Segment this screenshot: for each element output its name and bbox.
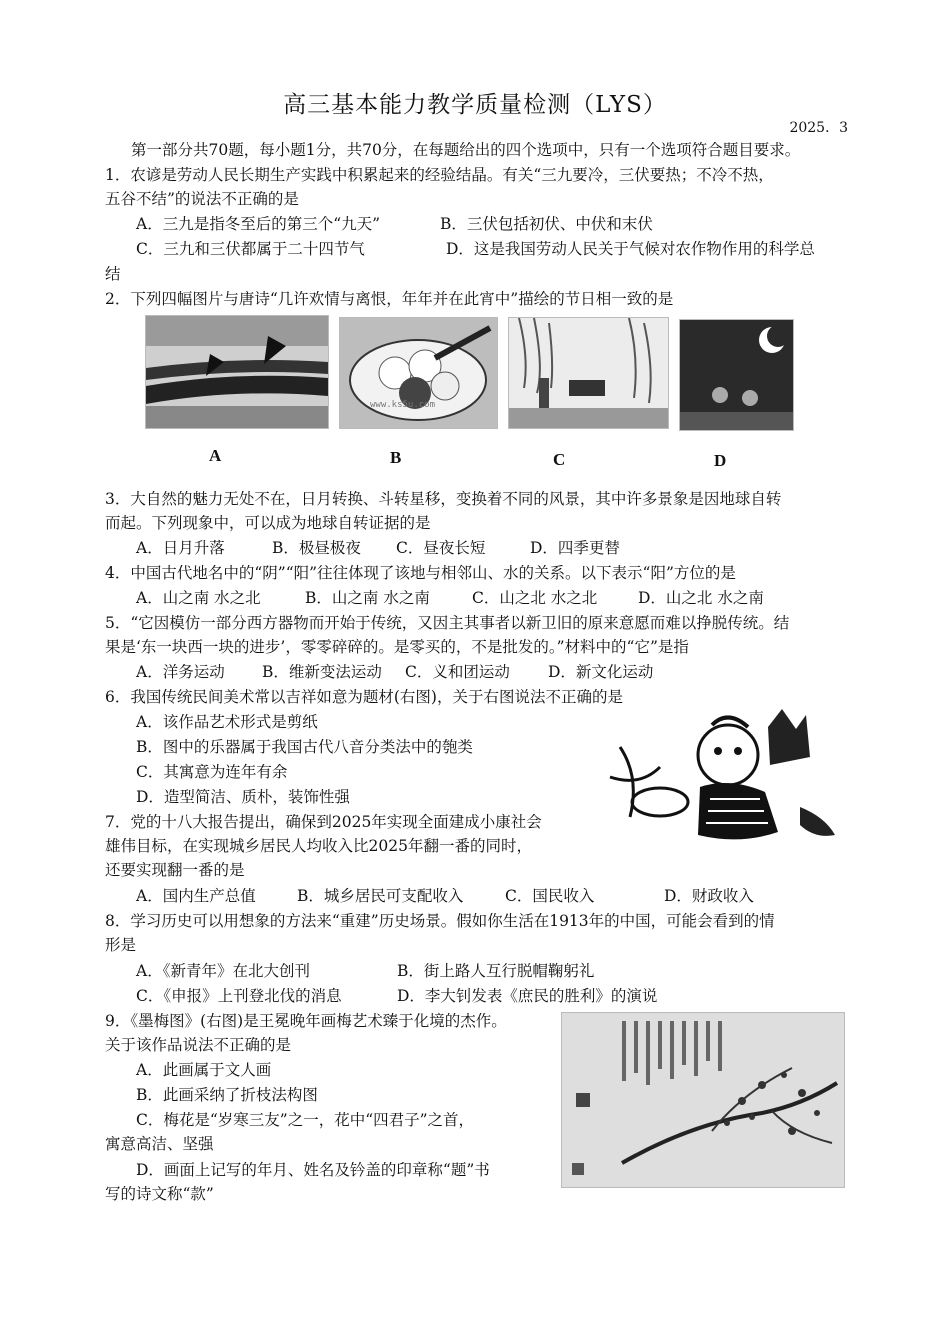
rice-dumpling-bowl-icon	[340, 318, 497, 428]
q3-option-a[interactable]: A．日月升落	[136, 539, 225, 557]
q1-option-d-wrap: 结	[105, 265, 121, 283]
q4-option-c[interactable]: C．山之北 水之北	[472, 589, 598, 607]
ink-plum-painting-icon	[562, 1013, 844, 1187]
q2-label-d: D	[714, 451, 727, 470]
crescent-moon-icon	[680, 320, 793, 430]
q7-option-a[interactable]: A．国内生产总值	[136, 887, 256, 905]
q8-stem-line1: 8．学习历史可以用想象的方法来“重建”历史场景。假如你生活在1913年的中国，可能会看到的情	[105, 912, 775, 930]
q9-option-c-wrap: 寓意高洁、坚强	[105, 1135, 214, 1153]
q3-option-b[interactable]: B．极昼极夜	[272, 539, 361, 557]
willow-landscape-icon	[509, 318, 668, 428]
q8-option-b[interactable]: B．街上路人互行脱帽鞠躬礼	[397, 962, 595, 980]
q2-watermark: www.ks5u.com	[370, 400, 436, 410]
q1-option-b[interactable]: B．三伏包括初伏、中伏和末伏	[440, 215, 653, 233]
q3-stem-line1: 3．大自然的魅力无处不在，日月转换、斗转星移，变换着不同的风景，其中许多景象是因地球自转	[105, 490, 782, 508]
q9-option-d[interactable]: D．画面上记写的年月、姓名及钤盖的印章称“题”书	[136, 1161, 490, 1179]
q2-stem: 2．下列四幅图片与唐诗“几许欢情与离恨，年年并在此宵中”描绘的节日相一致的是	[105, 290, 674, 308]
q9-option-a[interactable]: A．此画属于文人画	[136, 1061, 272, 1079]
q2-image-d-mid-autumn[interactable]	[679, 319, 794, 431]
q2-label-a: A	[209, 446, 222, 465]
q9-option-c[interactable]: C．梅花是“岁寒三友”之一，花中“四君子”之首，	[136, 1111, 475, 1129]
papercut-child-icon	[600, 707, 840, 847]
q2-label-b: B	[390, 448, 402, 467]
q1-option-d[interactable]: D．这是我国劳动人民关于气候对农作物作用的科学总	[446, 240, 815, 258]
q5-option-b[interactable]: B．维新变法运动	[262, 663, 382, 681]
q3-stem-line2: 而起。下列现象中，可以成为地球自转证据的是	[105, 514, 431, 532]
q4-option-b[interactable]: B．山之南 水之南	[305, 589, 430, 607]
q6-image-papercut[interactable]	[600, 707, 840, 847]
q9-option-b[interactable]: B．此画采纳了折枝法构图	[136, 1086, 318, 1104]
q7-stem-line2: 雄伟目标，在实现城乡居民人均收入比2025年翻一番的同时，	[105, 837, 532, 855]
q9-option-d-wrap: 写的诗文称“款”	[105, 1185, 214, 1203]
q1-stem-line1: 1．农谚是劳动人民长期生产实践中积累起来的经验结晶。有关“三九要冷，三伏要热；不冷不热，	[105, 166, 774, 184]
q2-image-a-dragon-boat[interactable]	[145, 315, 329, 429]
q4-stem: 4．中国古代地名中的“阴”“阳”往往体现了该地与相邻山、水的关系。以下表示“阳”方位的是	[105, 564, 736, 582]
q5-option-c[interactable]: C．义和团运动	[405, 663, 510, 681]
q1-option-c[interactable]: C．三九和三伏都属于二十四节气	[136, 240, 365, 258]
q7-option-b[interactable]: B．城乡居民可支配收入	[297, 887, 464, 905]
q6-option-a[interactable]: A．该作品艺术形式是剪纸	[136, 713, 318, 731]
q4-option-a[interactable]: A．山之南 水之北	[136, 589, 261, 607]
q7-option-d[interactable]: D．财政收入	[664, 887, 754, 905]
q9-stem-line2: 关于该作品说法不正确的是	[105, 1036, 292, 1054]
q7-stem-line3: 还要实现翻一番的是	[105, 861, 245, 879]
q5-stem-line2: 果是‘东一块西一块的进步’，零零碎碎的。是零买的，不是批发的。”材料中的“它”是指	[105, 638, 689, 656]
q1-option-a[interactable]: A．三九是指冬至后的第三个“九天”	[136, 215, 381, 233]
q9-stem-line1: 9．《墨梅图》(右图)是王冕晚年画梅艺术臻于化境的杰作。	[105, 1012, 507, 1030]
q7-option-c[interactable]: C．国民收入	[505, 887, 595, 905]
q4-option-d[interactable]: D．山之北 水之南	[638, 589, 764, 607]
q5-option-d[interactable]: D．新文化运动	[548, 663, 654, 681]
q7-stem-line1: 7．党的十八大报告提出，确保到2025年实现全面建成小康社会	[105, 813, 542, 831]
q3-option-c[interactable]: C．昼夜长短	[396, 539, 486, 557]
dragon-boat-icon	[146, 316, 328, 428]
q8-option-c[interactable]: C．《申报》上刊登北伐的消息	[136, 987, 342, 1005]
q3-option-d[interactable]: D．四季更替	[530, 539, 620, 557]
q5-option-a[interactable]: A．洋务运动	[136, 663, 225, 681]
q6-option-b[interactable]: B．图中的乐器属于我国古代八音分类法中的匏类	[136, 738, 473, 756]
q2-label-c: C	[553, 450, 566, 469]
exam-date: 2025．3	[789, 120, 848, 136]
q2-image-c-qingming[interactable]	[508, 317, 669, 429]
q9-image-ink-plum[interactable]	[561, 1012, 845, 1188]
q6-option-c[interactable]: C．其寓意为连年有余	[136, 763, 288, 781]
q1-stem-line2: 五谷不结”的说法不正确的是	[105, 190, 299, 208]
q6-stem: 6．我国传统民间美术常以吉祥如意为题材(右图)，关于右图说法不正确的是	[105, 688, 623, 706]
q6-option-d[interactable]: D．造型简洁、质朴，装饰性强	[136, 788, 350, 806]
page-title: 高三基本能力教学质量检测（LYS）	[283, 92, 667, 118]
q8-option-d[interactable]: D．李大钊发表《庶民的胜利》的演说	[397, 987, 658, 1005]
q8-option-a[interactable]: A．《新青年》在北大创刊	[136, 962, 310, 980]
section-instructions: 第一部分共70题，每小题1分，共70分，在每题给出的四个选项中，只有一个选项符合题目要求。	[131, 141, 801, 159]
q8-stem-line2: 形是	[105, 936, 137, 954]
q2-image-b-tangyuan[interactable]	[339, 317, 498, 429]
q5-stem-line1: 5．“它因模仿一部分西方器物而开始于传统，又因主其事者以新卫旧的原来意愿而难以挣脱传统。结	[105, 614, 790, 632]
